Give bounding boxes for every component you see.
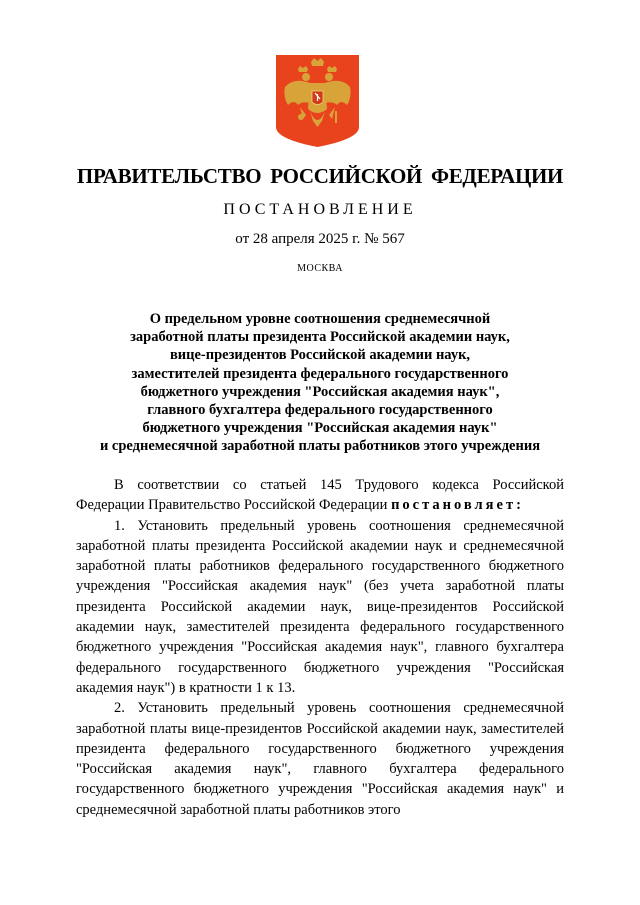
- subject-line: О предельном уровне соотношения среднемесячной: [149, 311, 491, 327]
- document-type: ПОСТАНОВЛЕНИЕ: [223, 201, 417, 218]
- document-subject: [70, 310, 570, 456]
- document-city: МОСКВА: [297, 263, 343, 274]
- subject-line: вице-президентов Российской академии наук,: [169, 347, 471, 364]
- subject-line: главного бухгалтера федерального государственного: [147, 402, 493, 419]
- subject-line: бюджетного учреждения "Российская академия наук": [142, 420, 498, 437]
- preamble-paragraph: [76, 475, 564, 516]
- subject-line: заместителей президента федерального государственного: [131, 365, 509, 382]
- document-date-number: от 28 апреля 2025 г. № 567: [235, 231, 405, 247]
- item-2-paragraph: 2. Установить предельный уровень соотношения среднемесячной заработной платы вице-президентов Российской академии наук, заместителей президента федерального государственного бюджетного учреждения "Российская академия наук", главного бухгалтера федерального государственного бюджетного учреждения "Российская академия наук" и среднемесячной заработной платы работников этого: [76, 700, 564, 818]
- subject-line: заработной платы президента Российской академии наук,: [130, 329, 510, 346]
- preamble-text: В соответствии со статьей 145 Трудового кодекса Российской Федерации Правительство Российской Федерации: [76, 477, 564, 514]
- coat-of-arms-icon: [276, 55, 359, 147]
- item-1-paragraph: 1. Установить предельный уровень соотношения среднемесячной заработной платы президента Российской академии наук и среднемесячной заработной платы работников федерального государственного бюджетного учреждения "Российская академия наук" (без учета заработной платы президента Российской академии наук, вице-президентов Российской академии наук, заместителей президента федерального государственного бюджетного учреждения "Российская академия наук", главного бухгалтера федерального государственного бюджетного учреждения "Российская академия наук") в кратности 1 к 13.: [76, 517, 564, 696]
- organization-title: ПРАВИТЕЛЬСТВО РОССИЙСКОЙ ФЕДЕРАЦИИ: [76, 164, 564, 188]
- decree-word: постановляет:: [391, 497, 524, 514]
- subject-line: и среднемесячной заработной платы работников этого учреждения: [99, 438, 541, 455]
- subject-line: бюджетного учреждения "Российская академия наук",: [140, 383, 500, 400]
- document-body: [76, 475, 564, 820]
